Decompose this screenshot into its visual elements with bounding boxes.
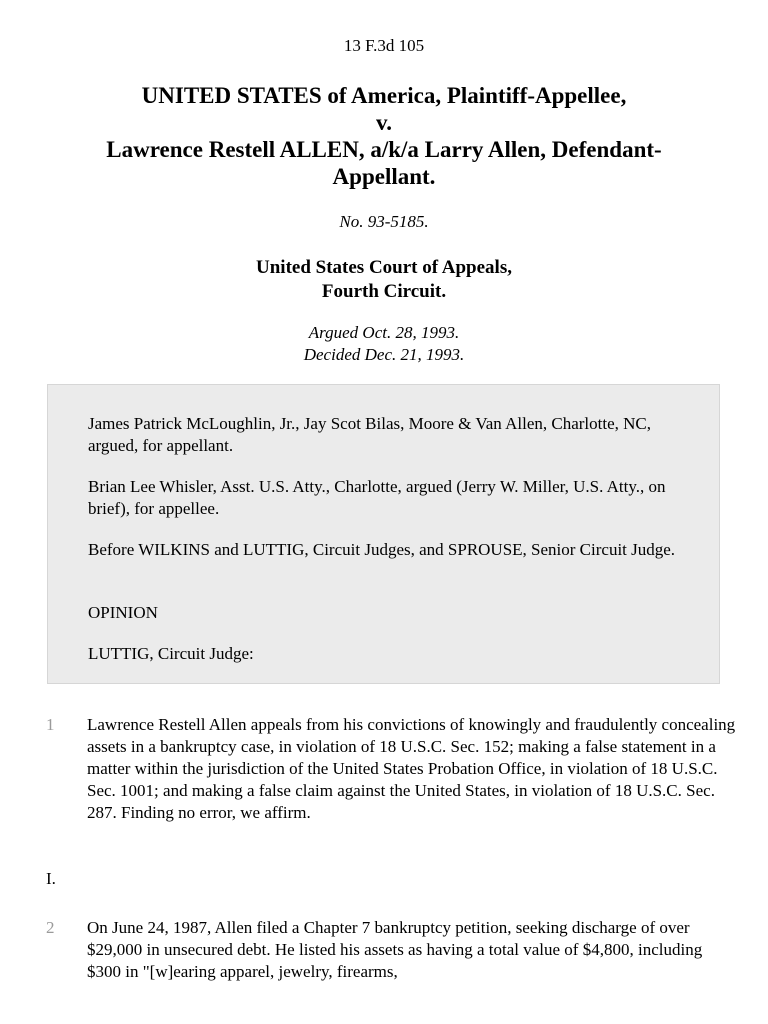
court-name-line1: United States Court of Appeals, (256, 257, 512, 278)
case-caption (40, 82, 728, 190)
caption-defendant: Lawrence Restell ALLEN, a/k/a Larry Allen, Defendant- (106, 137, 662, 162)
court-name (0, 256, 768, 304)
paragraph-number: 1 (46, 715, 55, 734)
section-heading: I. (46, 869, 56, 888)
case-dates (0, 322, 768, 366)
panel-judges: Before WILKINS and LUTTIG, Circuit Judges, and SPROUSE, Senior Circuit Judge. (88, 540, 676, 559)
counsel-appellant: James Patrick McLoughlin, Jr., Jay Scot Bilas, Moore & Van Allen, Charlotte, NC, argued, for appellant. (88, 414, 651, 455)
court-name-line2: Fourth Circuit. (321, 281, 447, 302)
paragraph-number: 2 (46, 918, 55, 937)
decided-date: Decided Dec. 21, 1993. (303, 345, 465, 364)
caption-versus: v. (376, 110, 392, 135)
counsel-appellee: Brian Lee Whisler, Asst. U.S. Atty., Charlotte, argued (Jerry W. Miller, U.S. Atty., on brief), for appellee. (88, 477, 666, 518)
caption-defendant-cont: Appellant. (332, 164, 436, 189)
opinion-label: OPINION (88, 603, 158, 622)
opinion-author: LUTTIG, Circuit Judge: (88, 644, 254, 663)
preliminary-matter-box (47, 384, 720, 684)
argued-date: Argued Oct. 28, 1993. (308, 323, 460, 342)
case-citation: 13 F.3d 105 (343, 36, 425, 55)
paragraph-text: Lawrence Restell Allen appeals from his convictions of knowingly and fraudulently concealing assets in a bankruptcy case, in violation of 18 U.S.C. Sec. 152; making a false statement in a matter within the jurisdiction of the United States Probation Office, in violation of 18 U.S.C. Sec. 1001; and making a false claim against the United States, in violation of 18 U.S.C. Sec. 287. Finding no error, we affirm. (87, 715, 736, 822)
docket-number: No. 93-5185. (339, 212, 429, 231)
caption-plaintiff: UNITED STATES of America, Plaintiff-Appellee, (141, 83, 627, 108)
paragraph-text: On June 24, 1987, Allen filed a Chapter 7 bankruptcy petition, seeking discharge of over $29,000 in unsecured debt. He listed his assets as having a total value of $4,800, including $300 in "[w]earing apparel, jewelry, firearms, (87, 918, 703, 981)
